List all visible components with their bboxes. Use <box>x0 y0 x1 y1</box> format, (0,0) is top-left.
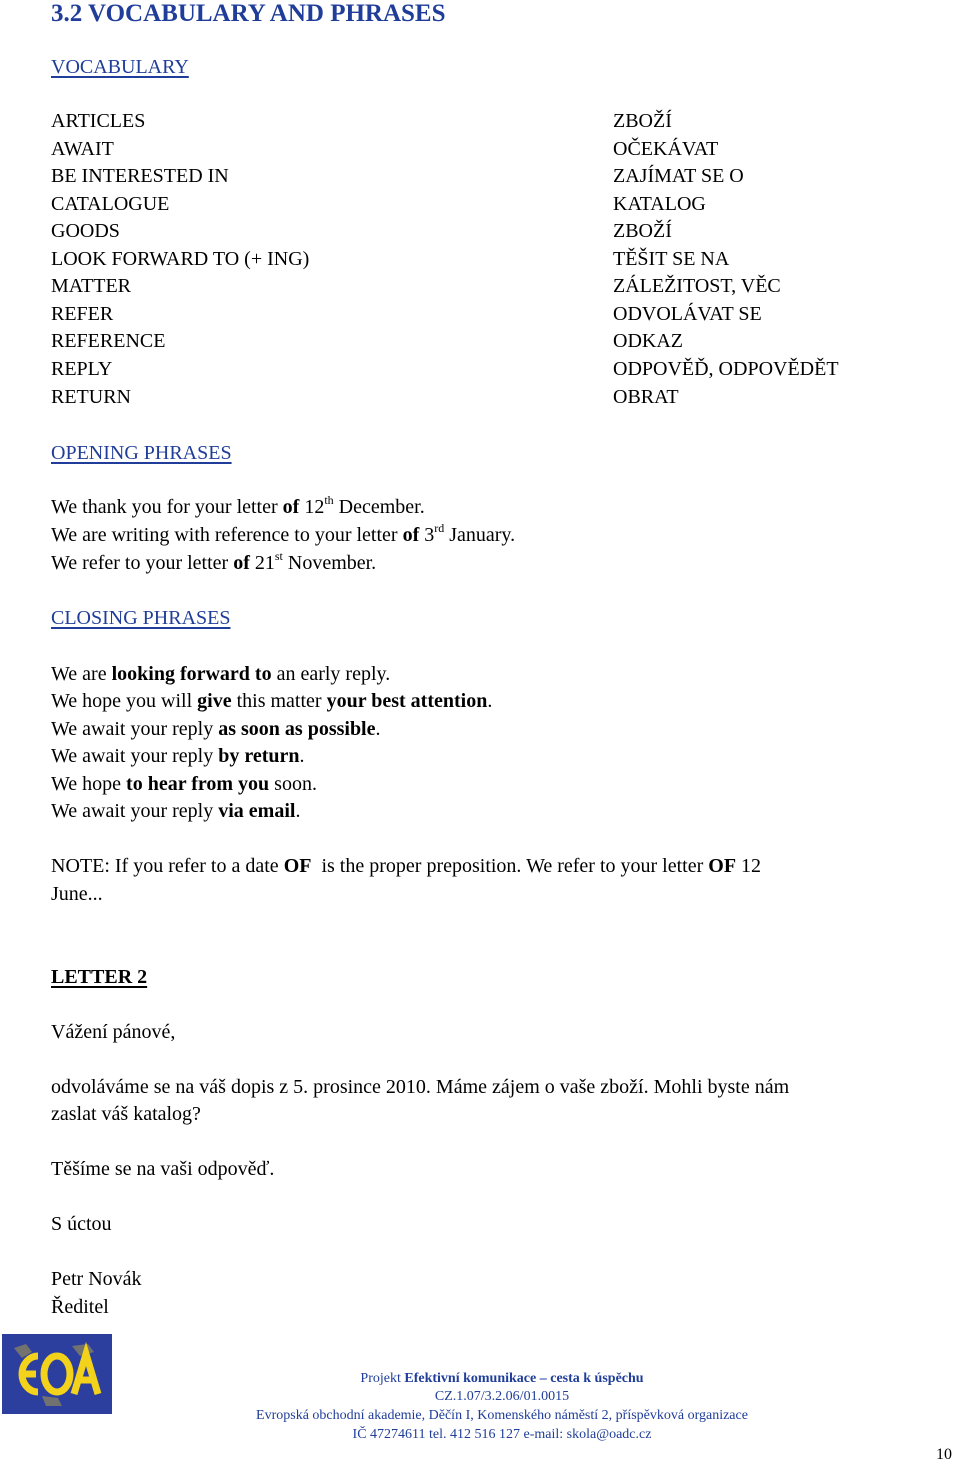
vocab-cz: ZBOŽÍ <box>613 220 672 242</box>
vocab-cz: OČEKÁVAT <box>613 138 719 160</box>
letter-body-line: zaslat váš katalog? <box>51 1103 201 1125</box>
vocab-cz: KATALOG <box>613 193 706 215</box>
vocab-cz: TĚŠIT SE NA <box>613 248 730 270</box>
note-line-2: June... <box>51 883 103 905</box>
closing-phrase: We hope to hear from you soon. <box>51 773 317 795</box>
vocab-en: CATALOGUE <box>51 193 170 215</box>
opening-phrase: We refer to your letter of 21st November. <box>51 549 377 574</box>
letter-closing: Těšíme se na vaši odpověď. <box>51 1158 275 1180</box>
vocab-cz: ZAJÍMAT SE O <box>613 165 744 187</box>
closing-phrase: We await your reply by return. <box>51 745 305 767</box>
page-number: 10 <box>936 1446 952 1463</box>
vocab-en: ARTICLES <box>51 110 146 132</box>
vocab-en: REFER <box>51 303 114 325</box>
vocab-en: REPLY <box>51 358 113 380</box>
closing-phrase: We await your reply via email. <box>51 800 301 822</box>
vocab-en: REFERENCE <box>51 330 166 352</box>
closing-phrases-heading: CLOSING PHRASES <box>51 607 231 629</box>
note-line: NOTE: If you refer to a date OF is the proper preposition. We refer to your letter OF 12 <box>51 855 762 877</box>
vocab-cz: ZÁLEŽITOST, VĚC <box>613 275 781 297</box>
vocab-en: AWAIT <box>51 138 114 160</box>
closing-phrase: We hope you will give this matter your best attention. <box>51 690 493 712</box>
footer-school: Evropská obchodní akademie, Děčín I, Komenského náměstí 2, příspěvková organizace <box>256 1408 748 1423</box>
footer-project-code: CZ.1.07/3.2.06/01.0015 <box>434 1389 570 1404</box>
vocab-en: RETURN <box>51 386 131 408</box>
letter-body-line: odvoláváme se na váš dopis z 5. prosince 2010. Máme zájem o vaše zboží. Mohli byste nám <box>51 1076 790 1098</box>
section-title: 3.2 VOCABULARY AND PHRASES <box>51 0 446 27</box>
opening-phrase: We are writing with reference to your letter of 3rd January. <box>51 521 516 546</box>
opening-phrases-heading: OPENING PHRASES <box>51 442 232 464</box>
vocab-en: MATTER <box>51 275 131 297</box>
letter-heading: LETTER 2 <box>51 966 148 988</box>
vocab-cz: ODPOVĚĎ, ODPOVĚDĚT <box>613 358 839 380</box>
letter-salutation: Vážení pánové, <box>51 1021 176 1043</box>
letter-signature-name: Petr Novák <box>51 1268 142 1290</box>
opening-phrase: We thank you for your letter of 12th December. <box>51 493 425 518</box>
closing-phrase: We are looking forward to an early reply. <box>51 663 391 685</box>
closing-phrase: We await your reply as soon as possible. <box>51 718 381 740</box>
vocab-cz: ZBOŽÍ <box>613 110 672 132</box>
vocab-cz: ODVOLÁVAT SE <box>613 303 762 325</box>
footer-contact: IČ 47274611 tel. 412 516 127 e-mail: skola@oadc.cz <box>352 1427 652 1442</box>
vocab-cz: ODKAZ <box>613 330 683 352</box>
footer-project-line: Projekt Efektivní komunikace – cesta k úspěchu <box>360 1371 644 1386</box>
vocab-cz: OBRAT <box>613 386 679 408</box>
letter-valediction: S úctou <box>51 1213 112 1235</box>
vocabulary-heading: VOCABULARY <box>51 56 189 78</box>
eoa-logo <box>2 1334 112 1414</box>
letter-signature-title: Ředitel <box>51 1296 109 1318</box>
vocab-en: BE INTERESTED IN <box>51 165 229 187</box>
vocab-en: GOODS <box>51 220 120 242</box>
vocab-en: LOOK FORWARD TO (+ ING) <box>51 248 310 270</box>
